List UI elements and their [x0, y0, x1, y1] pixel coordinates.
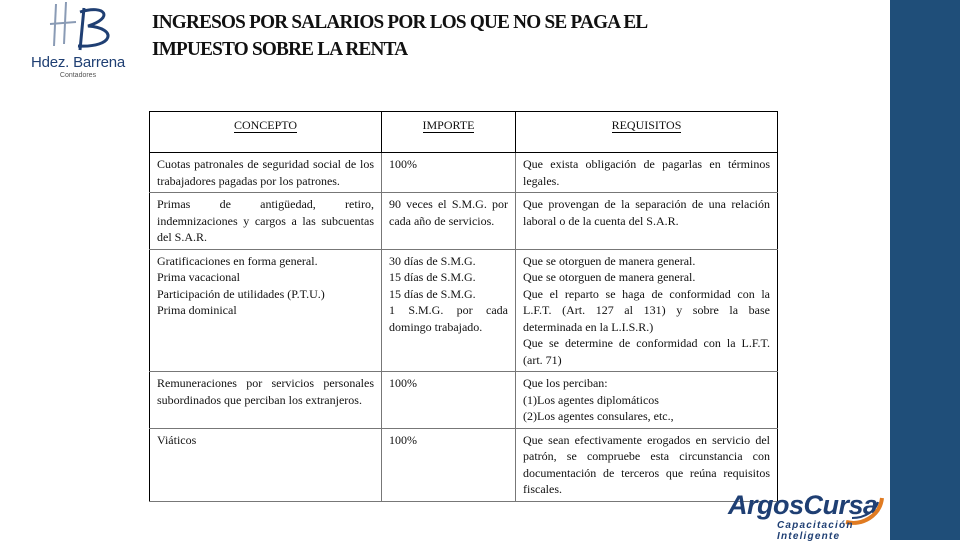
table-row: [150, 428, 778, 501]
cell-requisitos: [516, 153, 778, 193]
table-row: [150, 153, 778, 193]
title-line-2: IMPUESTO SOBRE LA RENTA: [152, 38, 408, 60]
logo-subtitle: Contadores: [59, 72, 97, 79]
cell-requisitos: [516, 193, 778, 250]
table-header-row: [150, 112, 778, 153]
requisitos-line: Que se otorguen de manera general.: [523, 253, 696, 268]
concepto-line: Gratificaciones en forma general.: [157, 253, 318, 268]
argoscursa-watermark-logo: [722, 488, 890, 542]
header-requisitos: REQUISITOS: [516, 112, 778, 153]
importe-line: 15 días de S.M.G.: [389, 286, 476, 301]
requisitos-line: Que el reparto se haga de conformidad con la L.F.T. (Art. 127 al 131) y sobre la base determinada en la L.I.S.R.): [523, 286, 770, 334]
cell-importe: [382, 372, 516, 429]
hb-monogram-icon: [36, 0, 120, 56]
importe-line: 100%: [389, 376, 417, 390]
watermark-sub1: Capacitación: [777, 520, 854, 531]
importe-line: 100%: [389, 432, 417, 447]
importe-line: 90 veces el S.M.G. por cada año de servicios.: [389, 197, 508, 228]
cell-importe: [382, 249, 516, 372]
concepto-line: Viáticos: [157, 432, 197, 447]
cell-concepto: [150, 249, 382, 372]
importe-line: 100%: [389, 157, 417, 171]
concepto-line: Remuneraciones por servicios personales subordinados que perciban los extranjeros.: [157, 376, 374, 407]
requisitos-line: (1)Los agentes diplomáticos: [523, 392, 659, 407]
cell-concepto: [150, 372, 382, 429]
importe-line: 1 S.M.G. por cada domingo trabajado.: [389, 303, 508, 334]
requisitos-line: Que provengan de la separación de una relación laboral o de la cuenta del S.A.R.: [523, 197, 770, 228]
importe-line: 30 días de S.M.G.: [389, 253, 476, 268]
cell-requisitos: [516, 372, 778, 429]
requisitos-line: (2)Los agentes consulares, etc.,: [523, 409, 674, 423]
salary-income-table: [149, 111, 778, 502]
logo-name: Hdez. Barrena: [30, 54, 126, 71]
requisitos-line: Que exista obligación de pagarlas en términos legales.: [523, 157, 770, 188]
table-row: [150, 193, 778, 250]
cell-concepto: [150, 193, 382, 250]
title-line-1: INGRESOS POR SALARIOS POR LOS QUE NO SE PAGA EL: [152, 11, 648, 33]
cell-concepto: [150, 428, 382, 501]
cell-importe: [382, 428, 516, 501]
concepto-line: Primas de antigüedad, retiro, indemnizaciones y cargos a las subcuentas del S.A.R.: [157, 197, 374, 244]
header-importe: IMPORTE: [382, 112, 516, 153]
importe-line: 15 días de S.M.G.: [389, 270, 476, 284]
table-row: [150, 372, 778, 429]
concepto-line: Prima vacacional: [157, 270, 240, 284]
requisitos-line: Que sean efectivamente erogados en servicio del patrón, se compruebe esta circunstancia con documentación de terceros que reúna requisitos fiscales.: [523, 432, 770, 496]
cell-importe: [382, 193, 516, 250]
header-concepto: CONCEPTO: [150, 112, 382, 153]
page-title: [152, 9, 766, 63]
right-sidebar-bar: [890, 0, 960, 540]
requisitos-line: Que se determine de conformidad con la L.F.T. (art. 71): [523, 336, 770, 367]
watermark-sub2: Inteligente: [777, 531, 841, 542]
cell-concepto: [150, 153, 382, 193]
cell-requisitos: [516, 249, 778, 372]
concepto-line: Cuotas patronales de seguridad social de los trabajadores pagadas por los patrones.: [157, 157, 374, 188]
cell-importe: [382, 153, 516, 193]
company-logo: [26, 0, 130, 88]
requisitos-line: Que los perciban:: [523, 376, 608, 390]
watermark-name: ArgosCursa: [728, 490, 878, 520]
table-row: [150, 249, 778, 372]
concepto-line: Participación de utilidades (P.T.U.): [157, 286, 325, 301]
requisitos-line: Que se otorguen de manera general.: [523, 270, 696, 284]
concepto-line: Prima dominical: [157, 303, 237, 317]
